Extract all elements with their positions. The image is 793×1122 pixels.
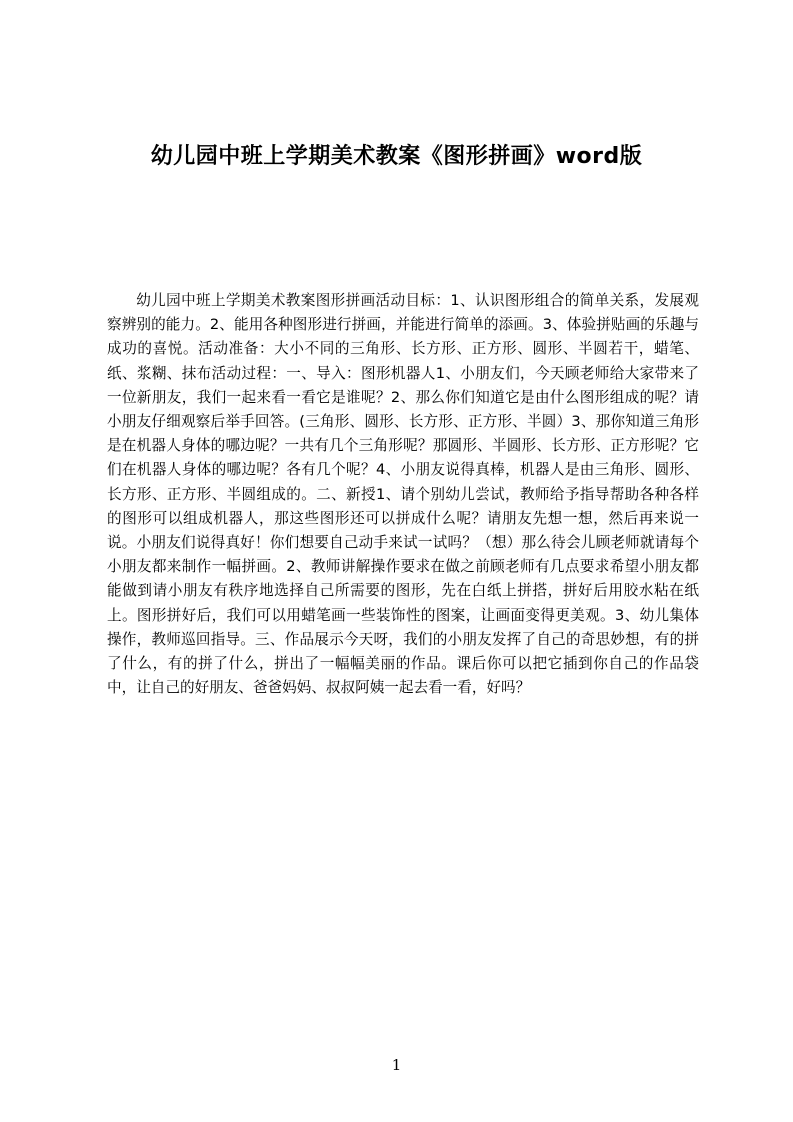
document-title: 幼儿园中班上学期美术教案《图形拼画》word版: [150, 144, 643, 169]
document-body-paragraph: 幼儿园中班上学期美术教案图形拼画活动目标：1、认识图形组合的简单关系，发展观察辨别的能力。2、能用各种图形进行拼画，并能进行简单的添画。3、体验拼贴画的乐趣与成功的喜悦。活动准备：大小不同的三角形、长方形、正方形、圆形、半圆若干，蜡笔、纸、浆糊、抹布活动过程：一、导入：图形机器人1、小朋友们，今天顾老师给大家带来了一位新朋友，我们一起来看一看它是谁呢？2、那么你们知道它是由什么图形组成的呢？请小朋友仔细观察后举手回答。(三角形、圆形、长方形、正方形、半圆）3、那你知道三角形是在机器人身体的哪边呢？一共有几个三角形呢？那圆形、半圆形、长方形、正方形呢？它们在机器人身体的哪边呢？各有几个呢？4、小朋友说得真棒，机器人是由三角形、圆形、长方形、正方形、半圆组成的。二、新授1、请个别幼儿尝试，教师给予指导帮助各种各样的图形可以组成机器人，那这些图形还可以拼成什么呢？请朋友先想一想，然后再来说一说。小朋友们说得真好！你们想要自己动手来试一试吗？（想）那么待会儿顾老师就请每个小朋友都来制作一幅拼画。2、教师讲解操作要求在做之前顾老师有几点要求希望小朋友都能做到请小朋友有秩序地选择自己所需要的图形，先在白纸上拼搭，拼好后用胶水粘在纸上。图形拼好后，我们可以用蜡笔画一些装饰性的图案，让画面变得更美观。3、幼儿集体操作，教师巡回指导。三、作品展示今天呀，我们的小朋友发挥了自己的奇思妙想，有的拼了什么，有的拼了什么，拼出了一幅幅美丽的作品。课后你可以把它插到你自己的作品袋中，让自己的好朋友、爸爸妈妈、叔叔阿姨一起去看一看，好吗？: [107, 292, 699, 697]
page-number: 1: [391, 1056, 402, 1074]
